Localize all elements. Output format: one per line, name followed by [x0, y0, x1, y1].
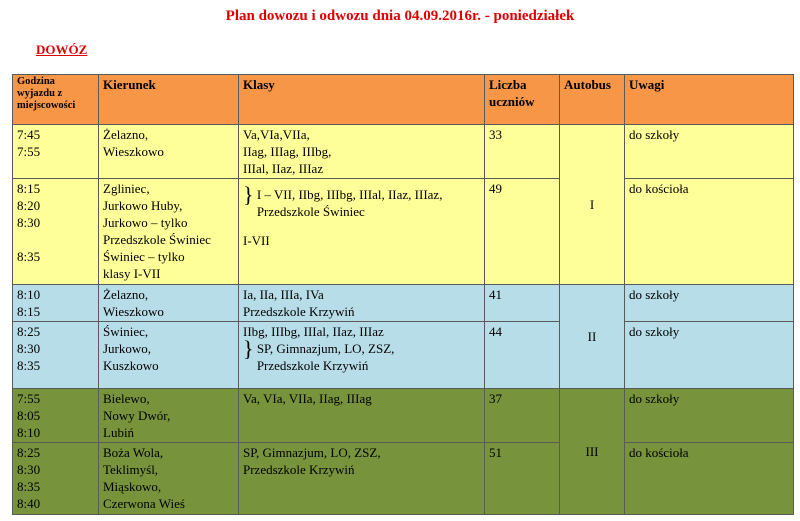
- classes-line: IIag, IIIag, IIIbg,: [243, 144, 332, 159]
- classes-line: Przedszkole Świniec: [256, 204, 365, 219]
- times-cell: [13, 322, 99, 389]
- place: klasy I-VII: [103, 266, 161, 281]
- place: Teklimyśl,: [103, 462, 159, 477]
- place: Boża Wola,: [103, 445, 164, 460]
- direction-cell: [99, 125, 239, 179]
- time: 8:40: [17, 496, 41, 511]
- count-cell: 37: [485, 389, 560, 443]
- place: Kuszkowo: [103, 358, 159, 373]
- place: Jurkowo Huby,: [103, 198, 183, 213]
- classes-line: I – VII, IIbg, IIIbg, IIIal, IIaz, IIIaz,: [256, 187, 443, 202]
- classes-line: Przedszkole Krzywiń: [256, 358, 369, 373]
- header-uwagi: Uwagi: [625, 75, 794, 125]
- classes-line: I-VII: [243, 233, 270, 248]
- classes-cell: [239, 285, 485, 322]
- bus-cell: II: [560, 285, 625, 389]
- classes-line: SP, Gimnazjum, LO, ZSZ,: [243, 445, 381, 460]
- classes-line: Va, VIa, VIIa, IIag, IIIag: [243, 391, 372, 406]
- direction-cell: [99, 389, 239, 443]
- bus-cell: I: [560, 125, 625, 285]
- count-cell: 41: [485, 285, 560, 322]
- classes-group: [257, 340, 395, 374]
- place: Czerwona Wieś: [103, 496, 185, 511]
- header-liczba: Liczba uczniów: [485, 75, 560, 125]
- time: 7:55: [17, 391, 41, 406]
- classes-cell: [239, 125, 485, 179]
- place: Żelazno,: [103, 127, 149, 142]
- place: Wieszkowo: [103, 144, 164, 159]
- header-autobus: Autobus: [560, 75, 625, 125]
- time: 8:30: [17, 341, 41, 356]
- place: Miąskowo,: [103, 479, 162, 494]
- notes-cell: do kościoła: [625, 179, 794, 285]
- place: Żelazno,: [103, 287, 149, 302]
- times-cell: [13, 179, 99, 285]
- classes-line: Przedszkole Krzywiń: [243, 462, 355, 477]
- classes-line: IIIal, IIaz, IIIaz: [243, 161, 324, 176]
- time: 8:20: [17, 198, 41, 213]
- times-cell: [13, 125, 99, 179]
- time: 8:05: [17, 408, 41, 423]
- place: Wieszkowo: [103, 304, 164, 319]
- table-row: [13, 443, 794, 515]
- classes-line: Ia, IIa, IIIa, IVa: [243, 287, 324, 302]
- table-row: [13, 179, 794, 285]
- classes-group: [257, 186, 443, 220]
- table-row: [13, 322, 794, 389]
- time: [17, 231, 94, 248]
- place: Jurkowo – tylko: [103, 215, 188, 230]
- place: Przedszkole Świniec: [103, 232, 211, 247]
- header-kierunek: Kierunek: [99, 75, 239, 125]
- time: 8:15: [17, 304, 41, 319]
- notes-cell: do kościoła: [625, 443, 794, 515]
- place: Świniec – tylko: [103, 249, 185, 264]
- count-cell: 51: [485, 443, 560, 515]
- notes-cell: do szkoły: [625, 285, 794, 322]
- notes-cell: do szkoły: [625, 389, 794, 443]
- time: 8:30: [17, 462, 41, 477]
- brace-glyph: }: [243, 336, 254, 361]
- place: Bielewo,: [103, 391, 150, 406]
- place: Jurkowo,: [103, 341, 152, 356]
- time: 8:10: [17, 287, 41, 302]
- classes-line: Va,VIa,VIIa,: [243, 127, 310, 142]
- place: Zgliniec,: [103, 181, 150, 196]
- classes-line: Przedszkole Krzywiń: [243, 304, 355, 319]
- header-godzina: Godzina wyjazdu z miejscowości: [13, 75, 99, 125]
- classes-cell: [239, 322, 485, 389]
- page-title: Plan dowozu i odwozu dnia 04.09.2016r. - poniedziałek: [225, 8, 575, 24]
- direction-cell: [99, 285, 239, 322]
- classes-line: SP, Gimnazjum, LO, ZSZ,: [256, 341, 395, 356]
- direction-cell: [99, 443, 239, 515]
- classes-cell: [239, 443, 485, 515]
- direction-cell: [99, 322, 239, 389]
- brace-glyph: }: [243, 182, 254, 207]
- bus-cell: III: [560, 389, 625, 515]
- classes-cell: [239, 179, 485, 285]
- time: 7:45: [17, 127, 41, 142]
- place: Lubiń: [103, 425, 135, 440]
- schedule-table: [12, 74, 794, 515]
- time: 8:15: [17, 181, 41, 196]
- time: 8:25: [17, 324, 41, 339]
- table-row: [13, 389, 794, 443]
- times-cell: [13, 389, 99, 443]
- time: 8:30: [17, 215, 41, 230]
- classes-line: IIbg, IIIbg, IIIal, IIaz, IIIaz: [243, 324, 384, 339]
- header-row: [13, 75, 794, 125]
- table-row: [13, 125, 794, 179]
- times-cell: [13, 285, 99, 322]
- time: 8:35: [17, 358, 41, 373]
- times-cell: [13, 443, 99, 515]
- classes-cell: [239, 389, 485, 443]
- count-cell: 44: [485, 322, 560, 389]
- notes-cell: do szkoły: [625, 125, 794, 179]
- notes-cell: do szkoły: [625, 322, 794, 389]
- time: 8:35: [17, 249, 41, 264]
- section-heading: DOWÓZ: [36, 42, 88, 57]
- count-cell: 33: [485, 125, 560, 179]
- table-row: [13, 285, 794, 322]
- time: 8:25: [17, 445, 41, 460]
- header-klasy: Klasy: [239, 75, 485, 125]
- place: Świniec,: [103, 324, 149, 339]
- time: 8:35: [17, 479, 41, 494]
- count-cell: 49: [485, 179, 560, 285]
- time: 7:55: [17, 144, 41, 159]
- time: 8:10: [17, 425, 41, 440]
- place: Nowy Dwór,: [103, 408, 171, 423]
- direction-cell: [99, 179, 239, 285]
